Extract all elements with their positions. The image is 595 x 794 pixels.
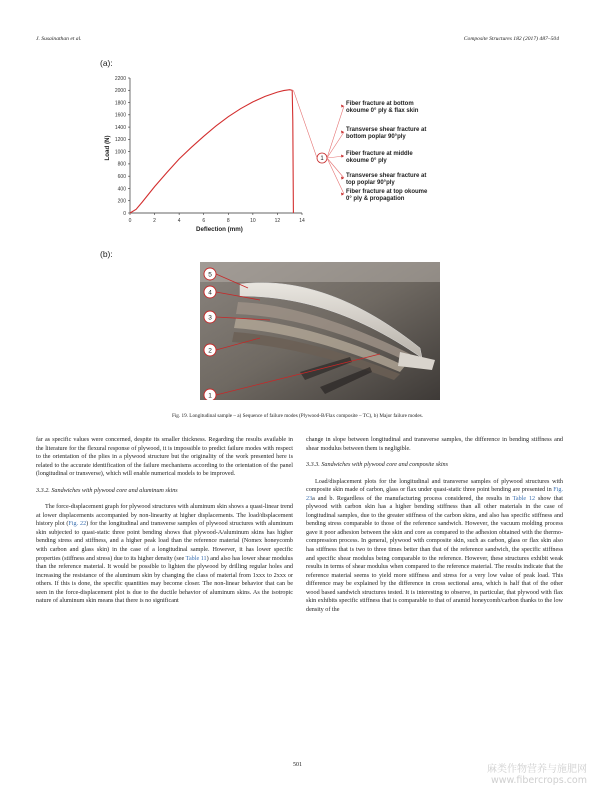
failure-mode-annotation-line: bottom poplar 90°ply: [346, 134, 406, 140]
failure-photo-illustration: [200, 262, 440, 400]
watermark-title: 麻类作物营养与施肥网: [487, 764, 587, 775]
panel-a-label: (a):: [100, 58, 113, 68]
y-tick-label: 1200: [114, 137, 126, 144]
y-tick-label: 1000: [114, 149, 126, 156]
failure-mode-annotation: [346, 101, 419, 114]
x-tick-label: 2: [153, 218, 156, 224]
page-number: 501: [293, 762, 302, 768]
table-11-link[interactable]: Table 11: [185, 555, 207, 562]
failure-mode-annotation-line: top poplar 90°ply: [346, 180, 395, 186]
annotation-arrow: [327, 158, 344, 178]
annotation-arrow: [327, 158, 344, 194]
failure-mode-annotation: [346, 189, 428, 202]
failure-mode-annotation-line: 0° ply & propagation: [346, 196, 405, 202]
photo-marker-label: 1: [208, 392, 212, 400]
load-deflection-chart: [100, 70, 500, 250]
x-axis-label: Deflection (mm): [196, 226, 243, 233]
right-paragraph-2: [306, 478, 563, 615]
x-tick-label: 10: [250, 218, 256, 224]
text-run: ) and also has lower shear modulus than the reference material. It would be possible to lighten the plywood by drilling regular holes and increasing the resistance of the aluminum skin by changing the class of material from 1xxx to 2xxx or others. If this is done, the specific quantities may become closer. The non-linear behavior that can be seen in the force-displacement plot is due to the ductile behavior of aluminum skins. As the isotropic nature of aluminum skin means that there is no significant: [36, 555, 293, 605]
x-tick-label: 6: [202, 218, 206, 224]
right-paragraph-1: change in slope between longitudinal and transverse samples, the difference in bending stiffness and shear modulus between them is negligible.: [306, 437, 563, 452]
failure-mode-annotation-line: Fiber fracture at top okoume: [346, 189, 428, 195]
x-tick-label: 4: [177, 218, 181, 224]
running-header-journal: Composite Structures 182 (2017) 487–504: [463, 36, 559, 42]
photo-marker-label: 4: [208, 289, 212, 297]
marker-leader-line: [293, 90, 317, 158]
left-paragraph-2: [36, 503, 293, 606]
section-heading-3-3-2: 3.3.2. Sandwiches with plywood core and aluminum skins: [36, 487, 178, 494]
x-tick-label: 0: [128, 218, 132, 224]
failure-mode-annotation: [346, 127, 426, 140]
failure-mode-annotation-line: okoume 0° ply: [346, 158, 387, 164]
photo-marker-label: 3: [208, 314, 212, 322]
failure-marker-label: 1: [320, 156, 324, 163]
y-tick-label: 2200: [114, 75, 126, 82]
y-tick-label: 200: [117, 198, 126, 205]
text-run: a and b. Regardless of the manufacturing process considered, the results in: [312, 495, 513, 502]
failure-mode-annotation: [346, 173, 426, 186]
annotation-arrowhead: [341, 155, 344, 158]
y-tick-label: 0: [123, 210, 126, 217]
photo-marker-label: 2: [208, 347, 212, 355]
left-column: [36, 436, 293, 606]
text-run: The force-displacement graph for plywood structures with aluminum skin shows a quasi-linear trend at lower displacements accompanied by non-linearity at higher displacements. The load/displacement history plot (: [36, 504, 293, 528]
text-run: ) for the longitudinal and transverse samples of plywood structures with aluminum skin subjected to quasi-static three point bending shows that plywood-A/aluminum skins has higher bending stress and stiffness, and a higher peak load than the reference material (Nomex honeycomb with carbon and glass skin) in the case of a longitudinal sample. However, it has lower specific properties (stiffness and stress) due to its higher density (see: [36, 521, 293, 562]
x-tick-label: 12: [274, 218, 281, 224]
photo-marker-label: 5: [208, 271, 212, 279]
text-run: show that plywood with carbon skin has a higher bending stiffness than all other materials in the case of longitudinal samples, due to the greater stiffness of the carbon skins, and also has specific stiffness and bending stress comparable to those of the reference sandwich. However, the vacuum molding process gave it poor adhesion between the skin and core as compared to the adhesion obtained with the thermo-compression process. In general, plywood with composite skin, such as carbon, glass or flax skin also has stiffness that is two to three times better than that of the reference sandwich, the specific stiffness and specific shear modulus being comparable to the reference. However, these structures exhibit weak results in terms of shear modulus when compared to the reference material. The results indicate that the reference material seems to yield more stiffness and stress for a very low value of peak load. This difference may be explained by the difference in cross sectional area, which is half that of the other wood based sandwich structures tested. It is interesting to observe, in particular, that plywood with flax skin exhibits specific stiffness that is comparable to that of aramid honeycomb/carbon thanks to the low density of the: [306, 495, 563, 613]
annotation-arrowhead: [341, 177, 344, 180]
text-run: Load/displacement plots for the longitudinal and transverse samples of plywood structures with composite skin made of carbon, glass or flax under quasi-static three point bending are presented in: [306, 478, 563, 494]
left-paragraph-1: far as specific values were concerned, despite its smaller thickness. Regarding the results available in the literature for the flexural response of plywood, it is impossible to predict failure modes with respect to the orientation of the plies in a plywood structure but the originality of the work presented here is related to the accurate identification of the failure mechanisms according to the orientation of the panel (longitudinal or transverse), which will enable numerical models to be improved.: [36, 437, 293, 478]
watermark-url: www.fibercrops.com: [490, 775, 587, 786]
fig-22-link[interactable]: Fig. 22: [68, 521, 87, 528]
load-deflection-line: [130, 90, 293, 213]
panel-b-label: (b):: [100, 249, 113, 259]
right-column: [306, 436, 563, 614]
failure-mode-annotation-line: Fiber fracture at bottom: [346, 101, 414, 107]
y-tick-label: 600: [117, 173, 126, 180]
y-tick-label: 1600: [114, 112, 126, 119]
figure-caption: Fig. 19. Longitudinal sample – a) Sequence of failure modes (Plywood-B/Flax composite – TC), b) Major failure modes.: [171, 413, 424, 419]
fig-23-link[interactable]: Fig. 23: [306, 487, 563, 502]
section-heading-3-3-3: 3.3.3. Sandwiches with plywood core and composite skins: [306, 462, 449, 469]
failure-mode-photo: [200, 262, 440, 400]
x-tick-label: 8: [226, 218, 230, 224]
x-tick-label: 14: [299, 218, 305, 224]
y-tick-label: 2000: [114, 88, 126, 95]
y-axis-label: Load (N): [104, 135, 111, 161]
watermark: [487, 760, 587, 786]
y-tick-label: 800: [117, 161, 126, 168]
failure-mode-annotation-line: Transverse shear fracture at: [346, 173, 427, 179]
annotation-arrow: [327, 132, 344, 158]
y-tick-label: 1400: [114, 124, 126, 131]
running-header-authors: J. Susainathan et al.: [36, 36, 82, 42]
failure-mode-annotation-line: okoume 0° ply & flax skin: [346, 108, 419, 114]
failure-mode-annotation-line: Transverse shear fracture at: [346, 127, 427, 133]
failure-mode-annotation-line: Fiber fracture at middle: [346, 151, 413, 157]
table-12-link[interactable]: Table 12: [512, 495, 536, 502]
y-tick-label: 1800: [114, 100, 126, 107]
failure-mode-annotation: [346, 151, 413, 164]
y-tick-label: 400: [117, 186, 126, 193]
